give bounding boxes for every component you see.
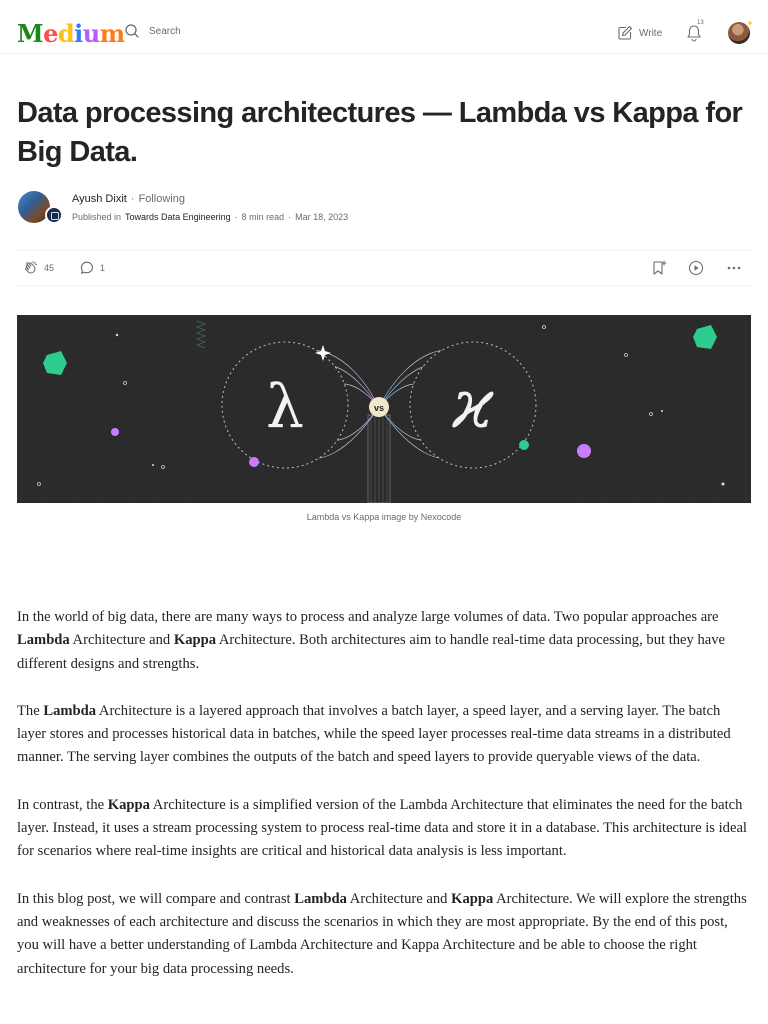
publish-date: Mar 18, 2023 xyxy=(295,212,349,222)
text-run: Architecture is a layered approach that involves a batch layer, a speed layer, and a serving layer. The batch layer stores and processes historical data in batches, while the speed layer processes real-time data streams in a distributed manner. The serving layer combines the outputs of the batch and speed layers to provide queryable views of the data. xyxy=(17,702,731,766)
user-avatar[interactable] xyxy=(728,22,750,44)
body-paragraph xyxy=(17,794,752,864)
bold-term: Kappa xyxy=(451,890,494,907)
bell-icon xyxy=(686,24,702,42)
write-icon xyxy=(617,25,633,41)
bold-term: Lambda xyxy=(43,702,97,719)
body-paragraph xyxy=(17,700,752,770)
following-button[interactable]: Following xyxy=(138,193,185,205)
separator-dot: · xyxy=(288,212,292,222)
publication-badge[interactable] xyxy=(45,206,63,224)
search-icon xyxy=(124,23,140,39)
logo-letter: M xyxy=(17,19,44,48)
logo-letter: i xyxy=(74,19,83,48)
read-time: 8 min read xyxy=(241,212,285,222)
write-label: Write xyxy=(639,27,663,39)
logo-letter: e xyxy=(43,19,58,48)
kappa-symbol: ϰ xyxy=(452,366,494,443)
top-navigation xyxy=(0,0,768,54)
separator-dot: · xyxy=(234,212,238,222)
bold-term: Kappa xyxy=(107,796,150,813)
article-action-bar xyxy=(17,250,751,286)
notification-count: 13 xyxy=(697,20,704,26)
text-run: Architecture. Both architectures aim to handle real-time data processing, but they have different designs and strengths. xyxy=(17,632,726,672)
notifications-button[interactable] xyxy=(686,24,702,47)
responses-button[interactable] xyxy=(79,260,105,276)
listen-button[interactable] xyxy=(688,260,704,281)
search-bar[interactable] xyxy=(124,23,181,39)
text-run: In contrast, the xyxy=(17,796,108,813)
clap-count: 45 xyxy=(44,263,55,273)
write-button[interactable] xyxy=(617,25,662,41)
logo-letter: m xyxy=(99,19,125,48)
publication-link[interactable]: Towards Data Engineering xyxy=(125,212,231,222)
text-run: Architecture. We will explore the strengths and weaknesses of each architecture and discuss the scenarios in which they are most appropriate. By the end of this post, you will have a better understanding of Lambda Architecture and Kappa Architecture and be able to choose the right architecture for your big data processing needs. xyxy=(17,890,747,977)
medium-logo[interactable] xyxy=(17,19,125,49)
text-run: Architecture is a simplified version of the Lambda Architecture that eliminates the need for the batch layer. Instead, it uses a stream processing system to process real-time data and store it in a database. This architecture is ideal for scenarios where real-time insights are critical and historical data analysis is less important. xyxy=(17,796,747,860)
text-run: The xyxy=(17,702,44,719)
text-run: In the world of big data, there are many ways to process and analyze large volumes of data. Two popular approaches are xyxy=(17,609,719,625)
clap-icon xyxy=(23,260,39,276)
search-input[interactable]: Search xyxy=(149,25,181,37)
separator-dot: · xyxy=(130,193,135,205)
response-count: 1 xyxy=(100,263,106,273)
play-icon xyxy=(688,260,704,276)
lambda-symbol: λ xyxy=(265,372,305,442)
bold-term: Lambda xyxy=(17,632,70,649)
logo-letter: d xyxy=(57,19,75,48)
comment-icon xyxy=(79,260,95,276)
more-options-button[interactable] xyxy=(726,260,742,281)
body-paragraph xyxy=(17,606,752,676)
bold-term: Lambda xyxy=(294,890,347,907)
vs-label: vs xyxy=(373,403,385,413)
publication-line xyxy=(72,212,348,222)
author-line xyxy=(72,193,185,205)
body-paragraph xyxy=(17,888,752,981)
logo-letter: u xyxy=(82,19,100,48)
author-name[interactable]: Ayush Dixit xyxy=(72,193,127,205)
published-in-label: Published in xyxy=(72,212,122,222)
text-run: Architecture and xyxy=(69,632,174,649)
article-body xyxy=(17,606,752,1005)
lambda-vs-kappa-illustration xyxy=(17,315,751,503)
more-icon xyxy=(726,260,742,276)
clap-button[interactable] xyxy=(23,260,54,276)
save-button[interactable] xyxy=(651,260,667,281)
image-caption: Lambda vs Kappa image by Nexocode xyxy=(306,512,462,522)
hero-image xyxy=(17,315,751,503)
article-title: Data processing architectures — Lambda vs Kappa for Big Data. xyxy=(17,97,743,168)
text-run: Architecture and xyxy=(346,890,452,907)
bookmark-add-icon xyxy=(651,260,667,276)
bold-term: Kappa xyxy=(173,632,217,649)
text-run: In this blog post, we will compare and contrast xyxy=(17,890,295,907)
